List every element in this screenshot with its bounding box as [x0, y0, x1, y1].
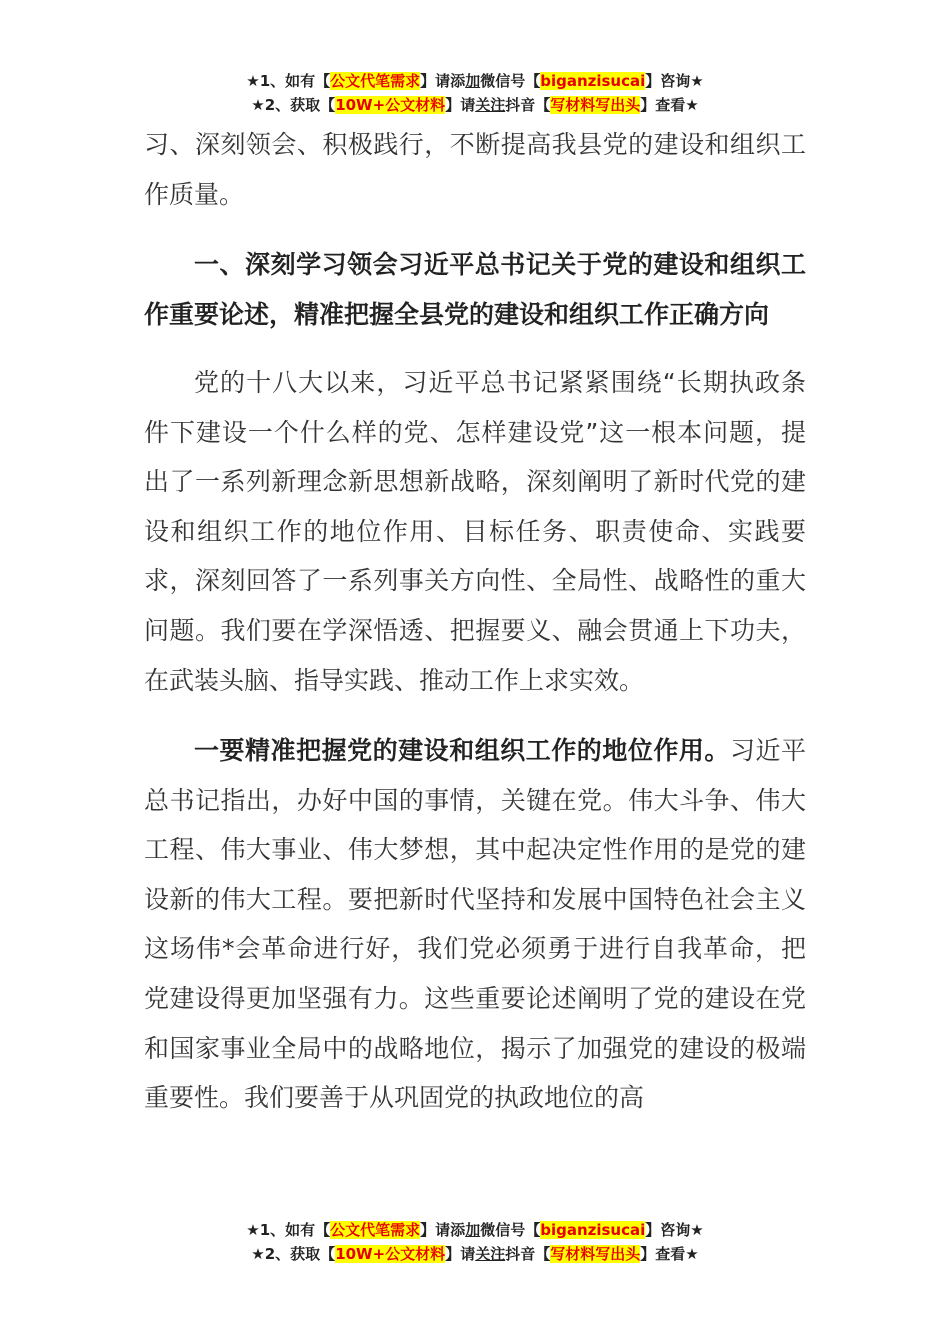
- banner-text: 微信号【: [480, 72, 541, 90]
- banner-highlight: 公文代笔需求: [330, 72, 421, 90]
- banner-text: 】请添: [420, 72, 466, 90]
- banner-highlight: biganzisucai: [540, 1221, 646, 1239]
- banner-text: ★2、获取【: [251, 1245, 336, 1263]
- banner-highlight: 10W+公文材料: [335, 96, 446, 114]
- paragraph-text: 习近平总书记指出，办好中国的事情，关键在党。伟大斗争、伟大工程、伟大事业、伟大梦想，其中起决定性作用的是党的建设新的伟大工程。要把新时代坚持和发展中国特色社会主义这场伟*会革命进行好，我们党必须勇于进行自我革命，把党建设得更加坚强有力。这些重要论述阐明了党的建设在党和国家事业全局中的战略地位，揭示了加强党的建设的极端重要性。我们要善于从巩固党的执政地位的高: [144, 736, 806, 1113]
- banner-text: 】咨询★: [645, 72, 704, 90]
- banner-text: 抖音【: [505, 1245, 551, 1263]
- banner-highlight: 10W+公文材料: [335, 1245, 446, 1263]
- banner-line-1: [0, 69, 950, 93]
- banner-text: 抖音【: [505, 96, 551, 114]
- banner-text: 】查看★: [640, 96, 699, 114]
- paragraph-text: 党的十八大以来，习近平总书记紧紧围绕“长期执政条件下建设一个什么样的党、怎样建设党”这一根本问题，提出了一系列新理念新思想新战略，深刻阐明了新时代党的建设和组织工作的地位作用、目标任务、职责使命、实践要求，深刻回答了一系列事关方向性、全局性、战略性的重大问题。我们要在学深悟透、把握要义、融会贯通上下功夫，在武装头脑、指导实践、推动工作上求实效。: [144, 368, 806, 695]
- banner-underline: 加: [465, 72, 481, 90]
- banner-text: 】查看★: [640, 1245, 699, 1263]
- banner-text: ★1、如有【: [246, 1221, 331, 1239]
- banner-text: ★2、获取【: [251, 96, 336, 114]
- banner-underline: 关注: [475, 1245, 506, 1263]
- section-heading: [144, 240, 806, 339]
- document-paragraph-1: [144, 358, 806, 705]
- banner-highlight: 写材料写出头: [550, 1245, 641, 1263]
- banner-line-2: [0, 93, 950, 117]
- banner-highlight: 写材料写出头: [550, 96, 641, 114]
- banner-text: 微信号【: [480, 1221, 541, 1239]
- paragraph-text: 习、深刻领会、积极践行，不断提高我县党的建设和组织工作质量。: [144, 130, 806, 209]
- banner-underline: 关注: [475, 96, 506, 114]
- banner-underline: 加: [465, 1221, 481, 1239]
- footer-banner: [0, 1218, 950, 1266]
- paragraph-lead: 一要精准把握党的建设和组织工作的地位作用。: [194, 736, 730, 765]
- banner-text: ★1、如有【: [246, 72, 331, 90]
- header-banner: [0, 69, 950, 117]
- banner-line-1: [0, 1218, 950, 1242]
- banner-text: 】请添: [420, 1221, 466, 1239]
- banner-highlight: 公文代笔需求: [330, 1221, 421, 1239]
- banner-text: 】请: [445, 1245, 476, 1263]
- banner-text: 】咨询★: [645, 1221, 704, 1239]
- banner-text: 】请: [445, 96, 476, 114]
- banner-line-2: [0, 1242, 950, 1266]
- document-paragraph-continued: [144, 120, 806, 219]
- heading-text: 一、深刻学习领会习近平总书记关于党的建设和组织工作重要论述，精准把握全县党的建设和组织工作正确方向: [144, 250, 806, 329]
- document-paragraph-2: [144, 726, 806, 1123]
- banner-highlight: biganzisucai: [540, 72, 646, 90]
